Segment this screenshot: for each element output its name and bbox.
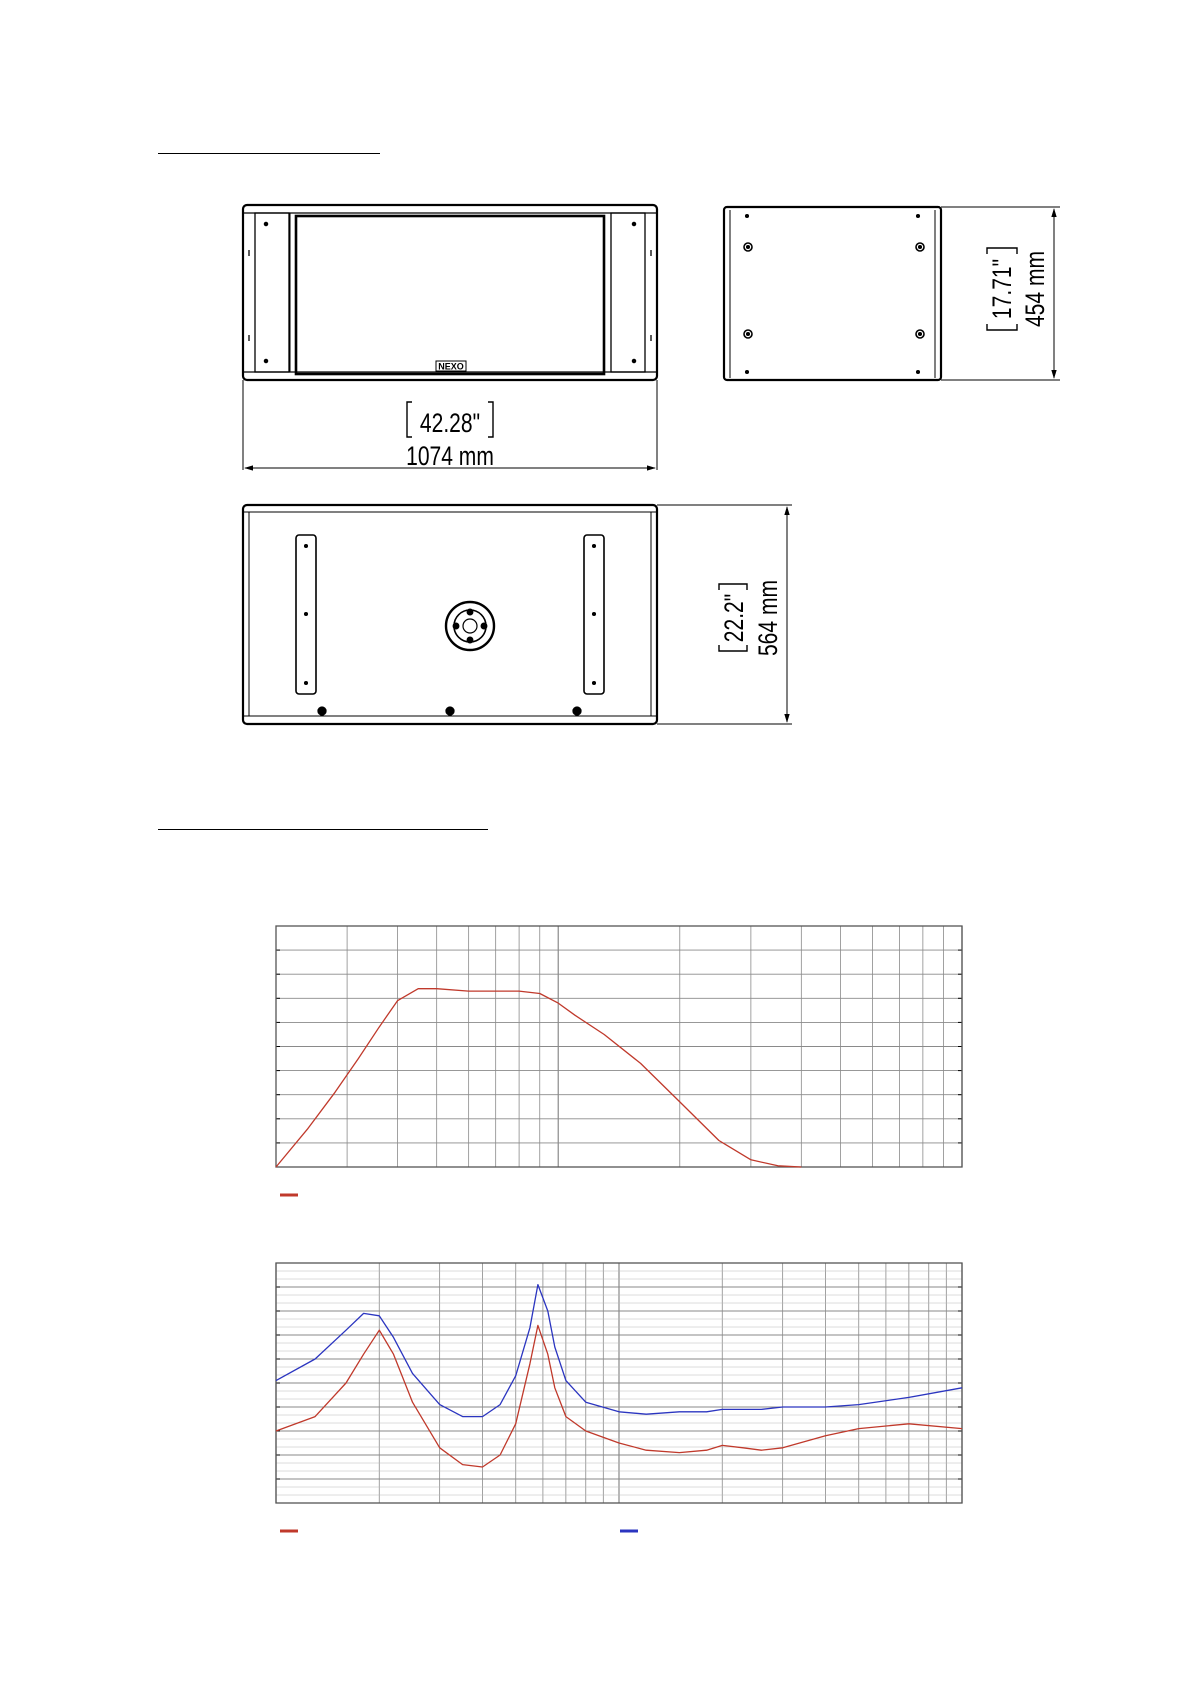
- width-inch-label: 42.28": [419, 408, 481, 439]
- depth-mm-label: 564 mm: [753, 579, 784, 657]
- side-view: [724, 207, 941, 380]
- top-view: [243, 505, 657, 724]
- height-inch-label: 17.71": [987, 258, 1018, 320]
- dimension-drawing: [0, 0, 1191, 760]
- series-line-1: [276, 989, 801, 1167]
- section-rule-response: [158, 829, 488, 830]
- series-line-1: [276, 1325, 962, 1467]
- front-view: [243, 205, 657, 380]
- width-mm-label: 1074 mm: [406, 441, 494, 472]
- depth-inch-label: 22.2": [719, 593, 750, 643]
- height-mm-label: 454 mm: [1020, 250, 1051, 328]
- plot-frame: [276, 926, 962, 1167]
- plot-frame: [276, 1263, 962, 1503]
- series-line-2: [276, 1285, 962, 1417]
- nexo-logo-text: NEXO: [438, 361, 464, 372]
